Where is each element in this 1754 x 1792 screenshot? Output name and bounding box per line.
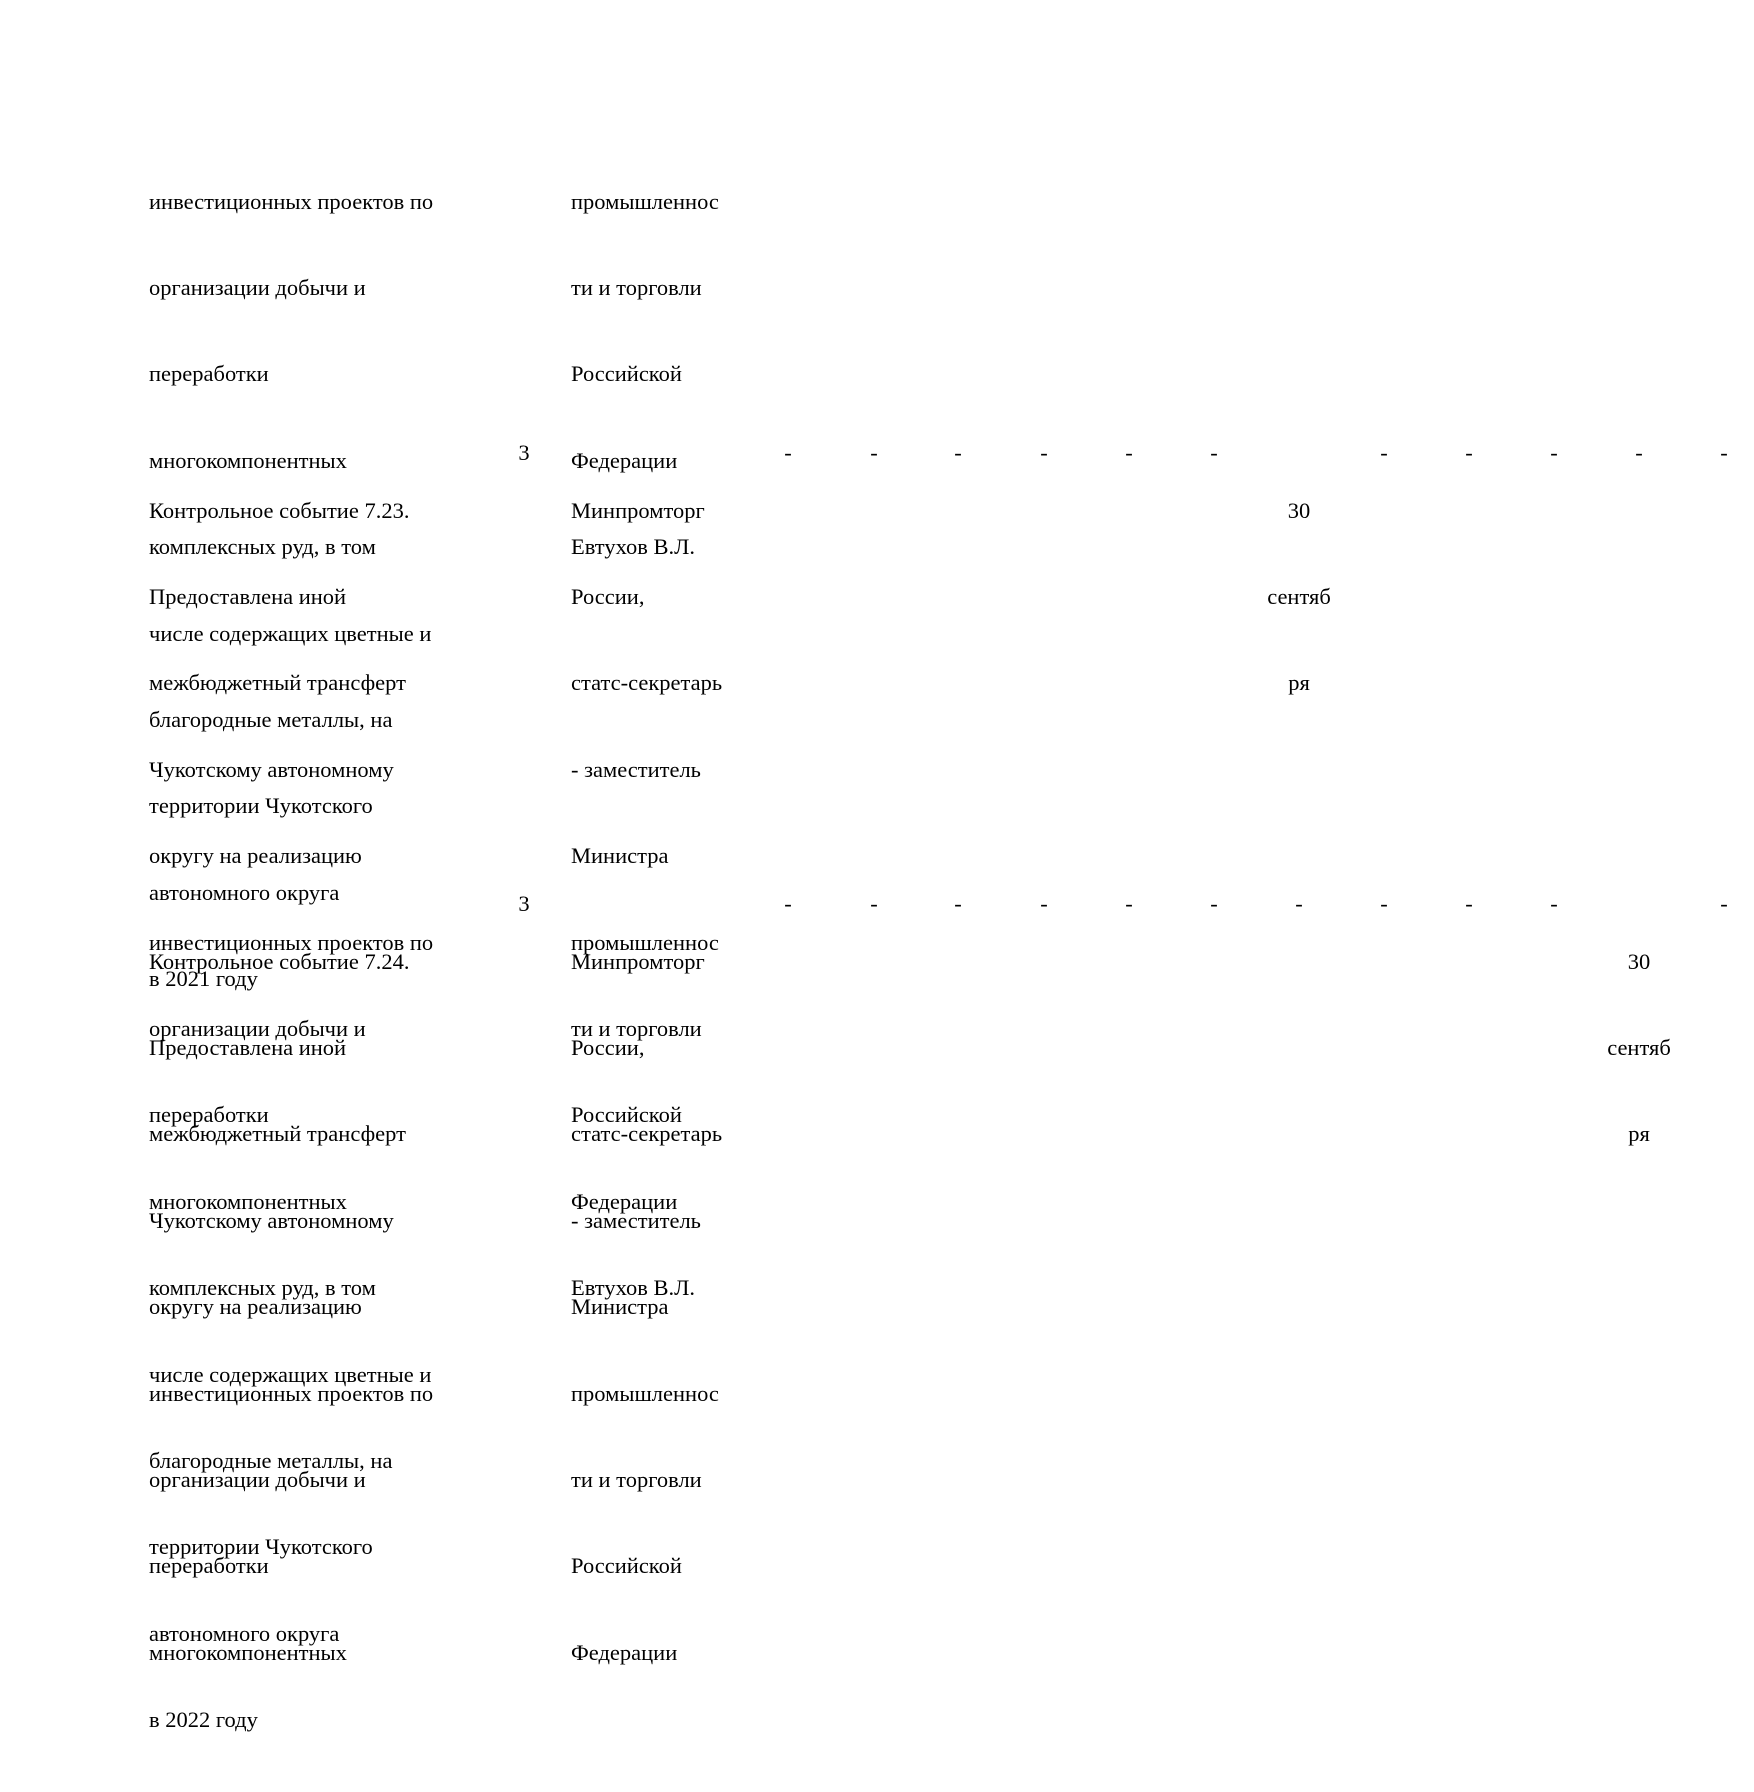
row-2-cell-10: -: [1550, 440, 1558, 465]
row-3-description-line: инвестиционных проектов по: [149, 1380, 434, 1406]
row-3-cell-9: -: [1465, 891, 1473, 916]
row-3-date-line: сентяб: [1607, 1034, 1671, 1060]
row-2-description-line: в 2022 году: [149, 1707, 258, 1733]
row-2-cell-12: -: [1720, 440, 1728, 465]
row-3-cell-1: -: [784, 891, 792, 916]
row-2-responsible-line: Евтухов В.Л.: [571, 1275, 696, 1301]
row-2-description-line: инвестиционных проектов по: [149, 929, 434, 955]
row-3-responsible-line: ти и торговли: [571, 1466, 702, 1492]
row-2-cell-5: -: [1125, 440, 1133, 465]
row-2-description-line: организации добычи и: [149, 1015, 366, 1041]
row-1-description-line: автономного округа: [149, 879, 340, 905]
row-2-level: 3: [518, 440, 530, 465]
row-3-description-line: организации добычи и: [149, 1466, 366, 1492]
row-2-cell-1: -: [784, 440, 792, 465]
row-3-cell-10: -: [1550, 891, 1558, 916]
row-3-description-line: межбюджетный трансферт: [149, 1121, 406, 1147]
row-1-description-line: организации добычи и: [149, 274, 366, 300]
row-3-cell-5: -: [1125, 891, 1133, 916]
row-3-cell-3: -: [954, 891, 962, 916]
row-2-responsible-line: Министра: [571, 843, 669, 869]
row-2-responsible-line: промышленнос: [571, 929, 719, 955]
row-2-description-line: Контрольное событие 7.23.: [149, 497, 410, 523]
row-2-date-line: сентяб: [1267, 583, 1331, 609]
row-3-date-line: 30: [1627, 948, 1651, 974]
row-3-responsible-line: промышленнос: [571, 1380, 719, 1406]
row-2-description-line: территории Чукотского: [149, 1534, 373, 1560]
row-3-description-line: Предоставлена иной: [149, 1034, 347, 1060]
row-3-date-line: ря: [1628, 1121, 1650, 1147]
row-3-cell-11-date: [1594, 890, 1684, 1207]
row-2-cell-8: -: [1380, 440, 1388, 465]
row-2-cell-6: -: [1210, 440, 1218, 465]
row-3-responsible-line: Минпромторг: [571, 948, 705, 974]
row-3-responsible: [571, 890, 776, 1725]
row-3-cell-2: -: [870, 891, 878, 916]
row-1-responsible-line: Евтухов В.Л.: [571, 534, 696, 560]
row-1-description-line: числе содержащих цветные и: [149, 620, 432, 646]
row-1-description-line: в 2021 году: [149, 966, 258, 992]
row-2-cell-9: -: [1465, 440, 1473, 465]
row-2-description-line: Предоставлена иной: [149, 583, 347, 609]
row-1-description-line: благородные металлы, на: [149, 706, 393, 732]
row-2-description-line: межбюджетный трансферт: [149, 670, 406, 696]
row-2-responsible-line: - заместитель: [571, 756, 701, 782]
row-3-cell-12: -: [1720, 891, 1728, 916]
row-1-responsible-line: Федерации: [571, 447, 678, 473]
row-2-cell-3: -: [954, 440, 962, 465]
row-3-responsible-line: Министра: [571, 1294, 669, 1320]
row-3-description-line: переработки: [149, 1553, 269, 1579]
row-2-cell-2: -: [870, 440, 878, 465]
row-1-description-line: инвестиционных проектов по: [149, 188, 434, 214]
row-1-description-line: многокомпонентных: [149, 447, 347, 473]
row-3-cell-4: -: [1040, 891, 1048, 916]
row-2-description-line: комплексных руд, в том: [149, 1275, 376, 1301]
row-3-description-line: Контрольное событие 7.24.: [149, 948, 410, 974]
row-1-description-line: комплексных руд, в том: [149, 534, 376, 560]
row-1-responsible-line: ти и торговли: [571, 274, 702, 300]
row-3-responsible-line: Федерации: [571, 1639, 678, 1665]
row-2-description-line: переработки: [149, 1102, 269, 1128]
row-1-responsible-line: Российской: [571, 361, 682, 387]
row-3-responsible-line: России,: [571, 1034, 645, 1060]
row-1-responsible-line: промышленнос: [571, 188, 719, 214]
row-2-cell-11: -: [1635, 440, 1643, 465]
row-3-cell-6: -: [1210, 891, 1218, 916]
row-2-responsible-line: Российской: [571, 1102, 682, 1128]
row-3-level: 3: [518, 891, 530, 916]
row-2-description-line: многокомпонентных: [149, 1188, 347, 1214]
row-3-responsible-line: статс-секретарь: [571, 1121, 723, 1147]
row-1-description-line: территории Чукотского: [149, 793, 373, 819]
row-2-responsible-line: статс-секретарь: [571, 670, 723, 696]
row-2-cell-4: -: [1040, 440, 1048, 465]
row-3-cell-7: -: [1295, 891, 1303, 916]
row-2-description-line: благородные металлы, на: [149, 1447, 393, 1473]
row-2-cell-7-date: [1254, 439, 1344, 756]
row-3-description-line: Чукотскому автономному: [149, 1207, 394, 1233]
row-3-responsible-line: Российской: [571, 1553, 682, 1579]
row-2-description-line: Чукотскому автономному: [149, 756, 394, 782]
row-2-responsible-line: ти и торговли: [571, 1015, 702, 1041]
row-2-responsible-line: России,: [571, 583, 645, 609]
row-3-responsible-line: - заместитель: [571, 1207, 701, 1233]
row-2-responsible-line: Федерации: [571, 1188, 678, 1214]
row-2-date-line: ря: [1288, 670, 1310, 696]
row-2-description-line: автономного округа: [149, 1620, 340, 1646]
row-2-date-line: 30: [1287, 497, 1311, 523]
row-2-description-line: числе содержащих цветные и: [149, 1361, 432, 1387]
row-3-cell-8: -: [1380, 891, 1388, 916]
row-3-description-line: округу на реализацию: [149, 1294, 362, 1320]
row-1-description-line: переработки: [149, 361, 269, 387]
row-3-description: [149, 890, 479, 1725]
row-2-responsible-line: Минпромторг: [571, 497, 705, 523]
row-2-description-line: округу на реализацию: [149, 843, 362, 869]
row-3-description-line: многокомпонентных: [149, 1639, 347, 1665]
